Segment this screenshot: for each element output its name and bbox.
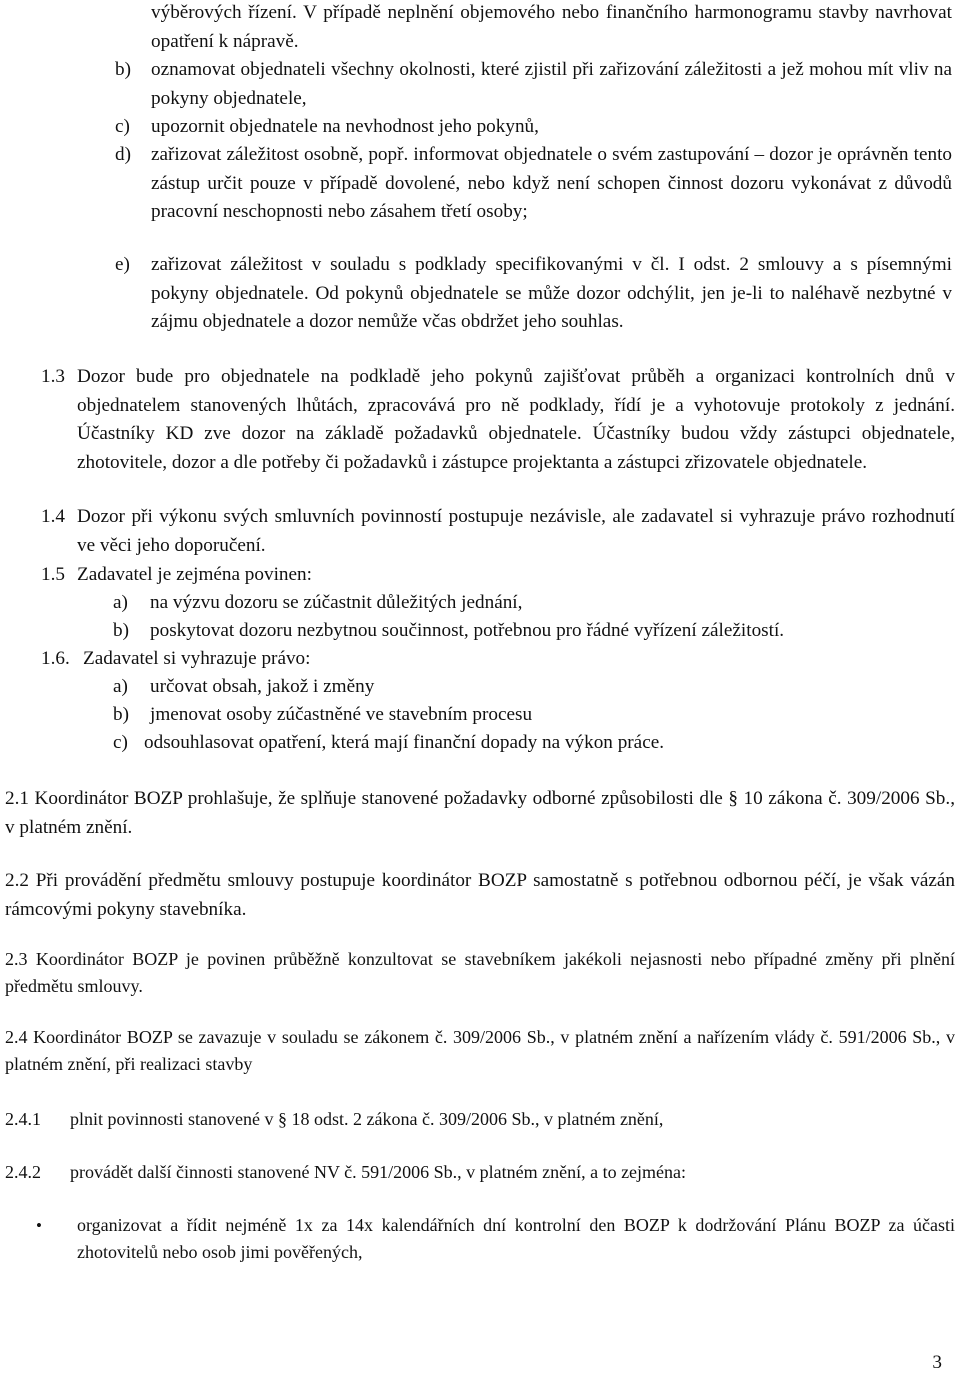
section-1-4 <box>41 503 955 560</box>
list-text: zařizovat záležitost v souladu s podklady specifikovanými v čl. I odst. 2 smlouvy a s písemnými pokyny objednatele. Od pokynů objednatele se může dozor odchýlit, jen je-li to naléhavě nezbytné v zájmu objednatele a dozor nemůže včas obdržet jeho souhlas. <box>151 254 952 333</box>
continuation-paragraph <box>151 0 952 56</box>
list-text: odsouhlasovat opatření, která mají finanční dopady na výkon práce. <box>144 732 665 753</box>
section-1-6-item-a <box>113 673 955 702</box>
section-2-1 <box>5 785 955 842</box>
section-2-4 <box>5 1024 955 1078</box>
list-item-b <box>115 56 952 113</box>
list-label: b) <box>113 620 129 641</box>
section-2-3 <box>5 946 955 1000</box>
list-label: a) <box>113 592 128 613</box>
section-1-5-item-a <box>113 589 955 618</box>
section-1-6-item-c <box>113 729 955 758</box>
section-text: Dozor při výkonu svých smluvních povinností postupuje nezávisle, ale zadavatel si vyhrazuje právo rozhodnutí ve věci jeho doporučení. <box>77 506 955 556</box>
list-label: b) <box>113 704 129 725</box>
section-text: 2.2 Při provádění předmětu smlouvy postupuje koordinátor BOZP samostatně s potřebnou odbornou péčí, je však vázán rámcovými pokyny stavebníka. <box>5 870 955 920</box>
section-2-4-2 <box>5 1158 955 1187</box>
section-text: 2.3 Koordinátor BOZP je povinen průběžně konzultovat se stavebníkem jakékoli nejasnosti nebo případné změny při plnění předmětu smlouvy. <box>5 949 955 996</box>
section-number: 1.5 <box>41 564 65 585</box>
list-text: zařizovat záležitost osobně, popř. informovat objednatele o svém zastupování – dozor je oprávněn tento zástup určit pouze v případě dovolené, nebo když není schopen činnost dozoru vykonávat z důvodů pracovní neschopnosti nebo zásahem třetí osoby; <box>151 144 952 223</box>
list-text: jmenovat osoby zúčastněné ve stavebním procesu <box>150 704 533 725</box>
section-number: 1.4 <box>41 506 65 527</box>
section-text: 2.4 Koordinátor BOZP se zavazuje v souladu se zákonem č. 309/2006 Sb., v platném znění a nařízením vlády č. 591/2006 Sb., v platném znění, při realizaci stavby <box>5 1027 955 1074</box>
section-number: 1.6. <box>41 648 70 669</box>
section-text: Dozor bude pro objednatele na podkladě jeho pokynů zajišťovat průběh a organizaci kontrolních dnů v objednatelem stanovených lhůtách, zpracovává pro ně podklady, řídí je a vyhotovuje protokoly z jednání. Účastníky KD zve dozor na základě požadavků objednatele. Účastníky budou vždy zástupci objednatele, zhotovitele, dozor a dle potřeby či požadavků i zástupce projektanta a zástupci zřizovatele objednatele. <box>77 366 955 473</box>
section-number: 1.3 <box>41 366 65 387</box>
bullet-text: organizovat a řídit nejméně 1x za 14x kalendářních dní kontrolní den BOZP k dodržování Plánu BOZP za účasti zhotovitelů nebo osob jimi pověřených, <box>77 1215 955 1262</box>
section-number: 2.4.1 <box>5 1109 41 1129</box>
list-item-e <box>115 251 952 337</box>
section-1-3 <box>41 363 955 477</box>
list-label: c) <box>113 732 128 753</box>
bullet-icon: • <box>36 1216 42 1235</box>
list-text: oznamovat objednateli všechny okolnosti, které zjistil při zařizování záležitosti a jež mohou mít vliv na pokyny objednatele, <box>151 59 952 109</box>
list-label: d) <box>115 144 131 165</box>
section-text: Zadavatel si vyhrazuje právo: <box>83 648 311 669</box>
section-text: 2.1 Koordinátor BOZP prohlašuje, že splňuje stanovené požadavky odborné způsobilosti dle § 10 zákona č. 309/2006 Sb., v platném znění. <box>5 788 955 838</box>
section-text: Zadavatel je zejména povinen: <box>77 564 312 585</box>
continuation-text: výběrových řízení. V případě neplnění objemového nebo finančního harmonogramu stavby navrhovat opatření k nápravě. <box>151 2 952 52</box>
list-text: určovat obsah, jakož i změny <box>150 676 375 697</box>
section-text: plnit povinnosti stanovené v § 18 odst. 2 zákona č. 309/2006 Sb., v platném znění, <box>70 1109 664 1129</box>
list-text: upozornit objednatele na nevhodnost jeho pokynů, <box>151 116 539 137</box>
section-text: provádět další činnosti stanovené NV č. 591/2006 Sb., v platném znění, a to zejména: <box>70 1162 687 1182</box>
section-2-4-1 <box>5 1105 955 1134</box>
section-1-5 <box>41 561 955 590</box>
section-1-5-item-b <box>113 617 955 646</box>
section-number: 2.4.2 <box>5 1162 41 1182</box>
page-number: 3 <box>932 1352 942 1373</box>
list-text: poskytovat dozoru nezbytnou součinnost, potřebnou pro řádné vyřízení záležitostí. <box>150 620 785 641</box>
bullet-item <box>0 1212 955 1266</box>
section-2-2 <box>5 867 955 924</box>
list-item-d <box>115 141 952 227</box>
list-item-c <box>115 113 952 142</box>
section-1-6 <box>41 645 955 674</box>
list-label: a) <box>113 676 128 697</box>
list-label: e) <box>115 254 130 275</box>
list-label: c) <box>115 116 130 137</box>
list-label: b) <box>115 59 131 80</box>
list-text: na výzvu dozoru se zúčastnit důležitých jednání, <box>150 592 523 613</box>
section-1-6-item-b <box>113 701 955 730</box>
